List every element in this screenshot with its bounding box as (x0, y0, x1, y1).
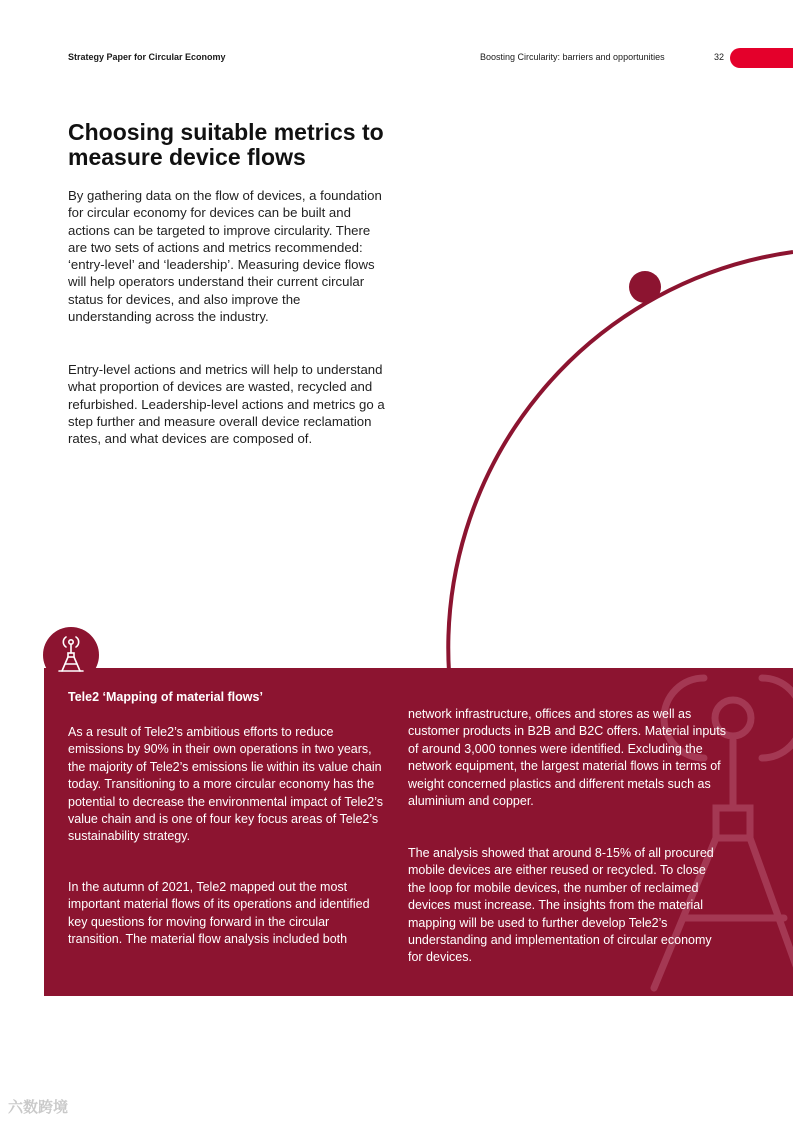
page-number: 32 (714, 52, 725, 62)
arc-line (448, 252, 793, 672)
intro-paragraph-1: By gathering data on the flow of devices, a foundation for circular economy for devices can be built and actions can be targeted to improve circularity. There are two sets of actions and metrics recommended: ‘entry-level’ and ‘leadership’. Measuring device flows will help operators understand their current circular status for devices, and also improve the understanding across the industry. (68, 188, 382, 325)
document-title: Strategy Paper for Circular Economy (68, 52, 226, 62)
case-study-right-paragraph-1: network infrastructure, offices and stores as well as customer products in B2B and B2C offers. Material inputs of around 3,000 tonnes were identified. Excluding the network equipment, the largest material flows in terms of weight concerned plastics and different metals such as aluminium and copper. (408, 707, 726, 809)
case-study-badge (43, 627, 99, 683)
case-study-panel (44, 668, 793, 996)
section-title: Boosting Circularity: barriers and opportunities (480, 52, 665, 62)
antenna-tower-icon (43, 627, 99, 683)
case-study-left-paragraph-2: In the autumn of 2021, Tele2 mapped out the most important material flows of its operations and identified key questions for moving forward in the circular transition. The material flow analysis included both (68, 880, 370, 947)
watermark-text: 六数跨境 (8, 1099, 69, 1116)
intro-paragraph-2: Entry-level actions and metrics will help to understand what proportion of devices are wasted, recycled and refurbished. Leadership-level actions and metrics go a step further and measure overall device reclamation rates, and what devices are composed of. (68, 362, 385, 447)
case-study-right-paragraph-2: The analysis showed that around 8-15% of all procured mobile devices are either reused or recycled. To close the loop for mobile devices, the number of reclaimed devices must increase. The insights from the material mapping will be used to further develop Tele2’s understanding and implementation of circular economy for devices. (408, 846, 714, 965)
case-study-left-paragraph-1: As a result of Tele2’s ambitious efforts to reduce emissions by 90% in their own operations in two years, the majority of Tele2’s emissions lie within its value chain today. Transitioning to a more circular economy has the potential to decrease the environmental impact of Tele2’s value chain and is one of four key focus areas of Tele2’s sustainability strategy. (68, 725, 384, 844)
page-title: Choosing suitable metrics to measure device flows (68, 119, 384, 170)
arc-dot (629, 271, 661, 303)
case-study-title: Tele2 ‘Mapping of material flows’ (68, 690, 263, 704)
